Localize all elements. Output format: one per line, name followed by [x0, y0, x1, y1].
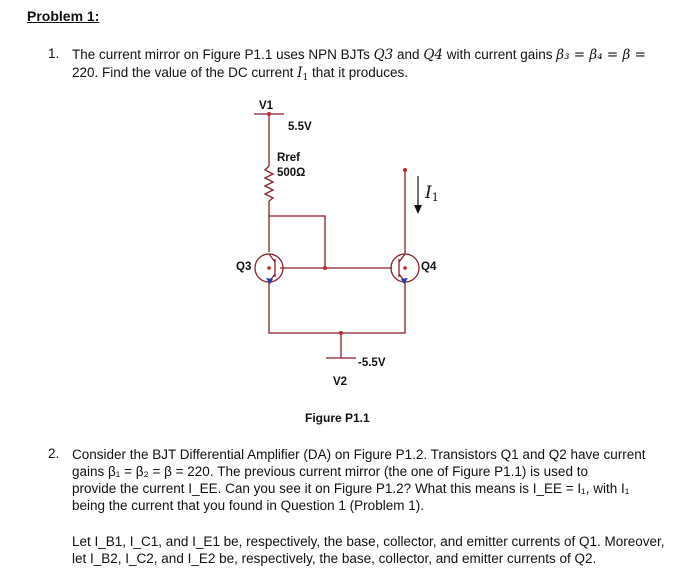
- q3-label: Q3: [236, 261, 252, 273]
- q2-line: gains β₁ = β₂ = β = 220. The previous current mirror (the one of Figure P1.1) is used to: [72, 464, 588, 479]
- q3-collector-base-short: [269, 216, 325, 268]
- question-1-number: 1.: [48, 46, 60, 61]
- question-2-definitions: [72, 533, 668, 567]
- q2-line: provide the current I_EE. Can you see it on Figure P1.2? What this means is I_EE = I₁, with I₁: [72, 481, 630, 496]
- q2-let-line: let I_B2, I_C2, and I_E2 be, respectively, the base, collector, and emitter currents of Q2.: [72, 551, 597, 566]
- i1-arrow-head: [414, 205, 422, 214]
- v2-value: -5.5V: [358, 357, 386, 369]
- figure-caption: Figure P1.1: [305, 411, 370, 425]
- v1-value: 5.5V: [288, 121, 312, 133]
- rref-label: Rref: [277, 152, 301, 164]
- q2-line: being the current that you found in Question 1 (Problem 1).: [72, 498, 424, 513]
- question-2-text: [72, 446, 662, 514]
- q4-emitter-arrow: [401, 278, 408, 284]
- i1-label: $I_1$: [425, 183, 439, 204]
- q2-line: Consider the BJT Differential Amplifier (DA) on Figure P1.2. Transistors Q1 and Q2 have current: [72, 447, 646, 462]
- emitter-common-wire: [269, 282, 405, 333]
- rref-value: 500Ω: [277, 167, 306, 179]
- v2-label: V2: [333, 376, 348, 388]
- problem-heading: Problem 1:: [27, 8, 100, 24]
- q3-emitter-arrow: [266, 278, 273, 284]
- rref-resistor: [265, 166, 273, 201]
- question-2-number: 2.: [48, 446, 60, 461]
- question-1-text: The current mirror on Figure P1.1 uses NPN BJTs Q3 and Q4 with current gains β₃ = β₄ = β = 220. Find the value of the DC current $I_1$ that it produces.: [72, 47, 646, 83]
- q2-let-line: Let I_B1, I_C1, and I_E1 be, respectively, the base, collector, and emitter currents of Q1. Moreover,: [72, 534, 665, 549]
- v1-label: V1: [259, 100, 274, 112]
- q4-label: Q4: [421, 261, 437, 273]
